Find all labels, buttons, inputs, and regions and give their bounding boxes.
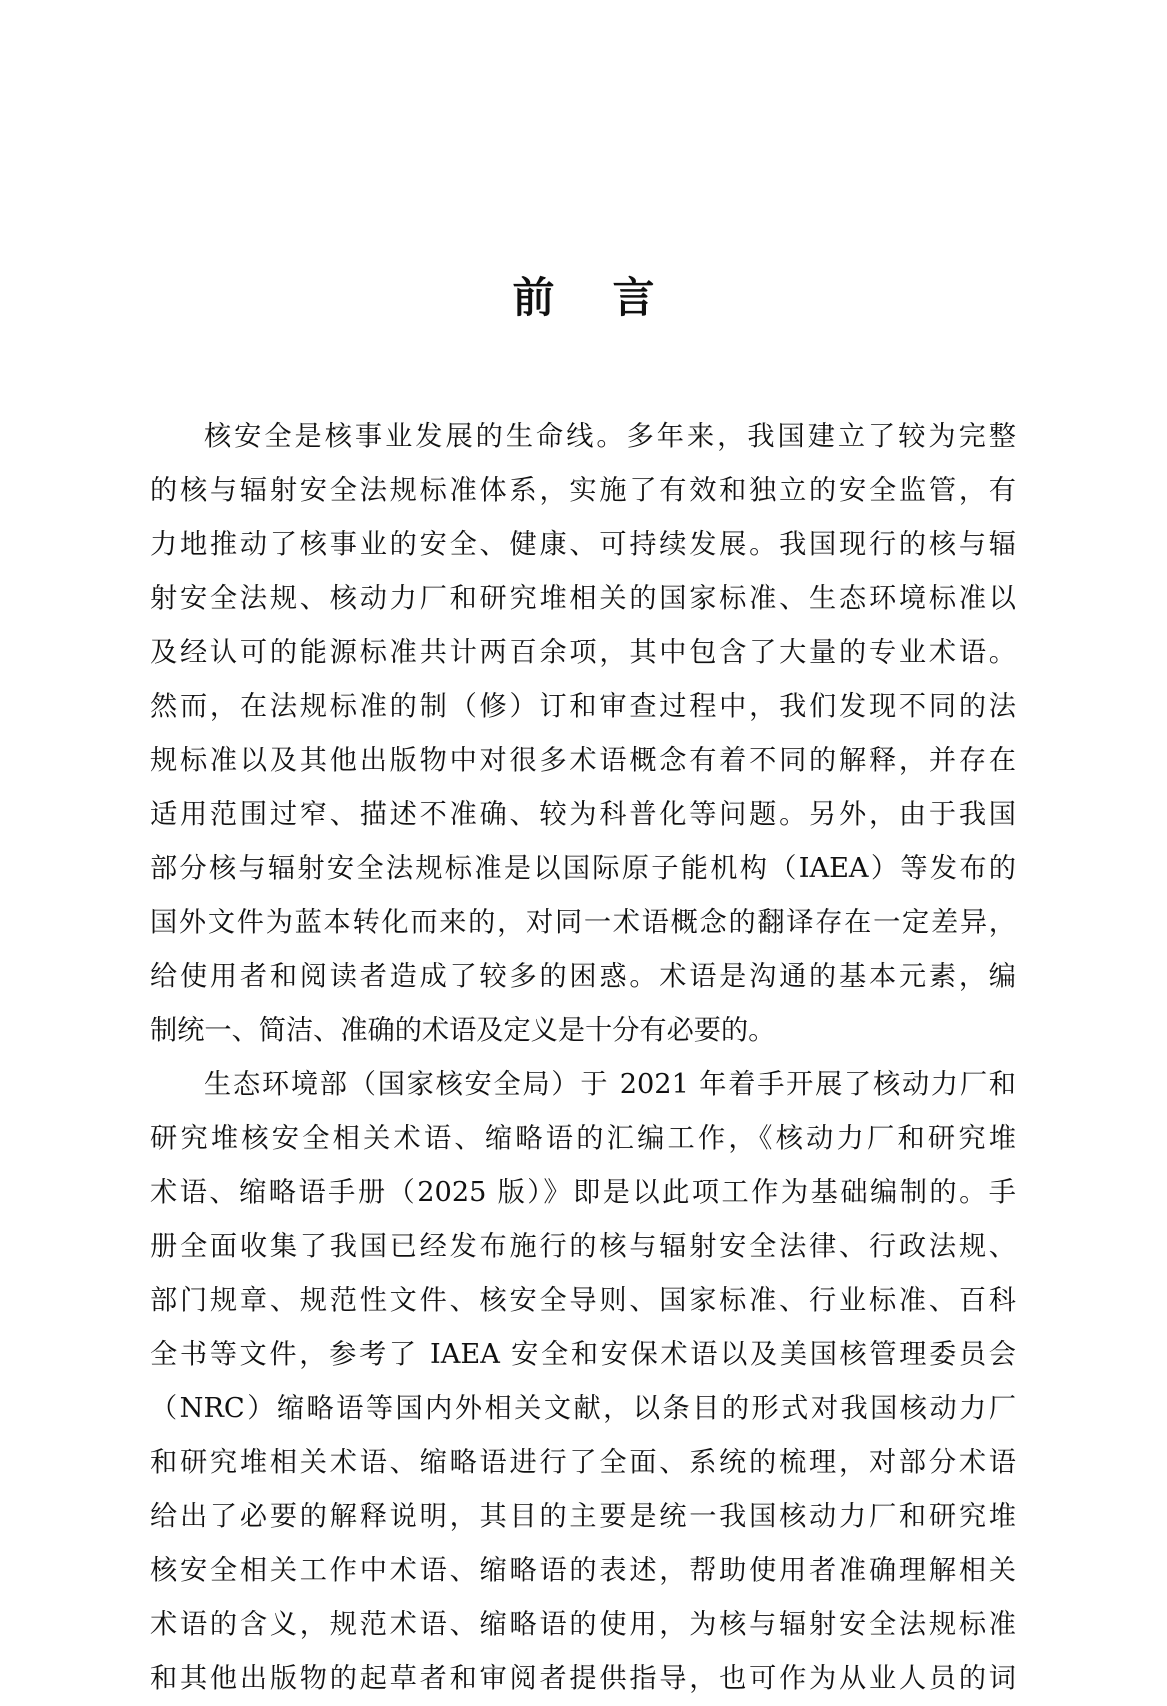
text-line: 和研究堆相关术语、缩略语进行了全面、系统的梳理，对部分术语 xyxy=(150,1447,1016,1478)
text-line: （NRC）缩略语等国内外相关文献，以条目的形式对我国核动力厂 xyxy=(150,1393,1016,1424)
text-line: 射安全法规、核动力厂和研究堆相关的国家标准、生态环境标准以 xyxy=(150,583,1016,614)
text-line: 国外文件为蓝本转化而来的，对同一术语概念的翻译存在一定差异， xyxy=(150,907,1016,938)
text-line: 核安全相关工作中术语、缩略语的表述，帮助使用者准确理解相关 xyxy=(150,1555,1016,1586)
text-line: 给使用者和阅读者造成了较多的困惑。术语是沟通的基本元素，编 xyxy=(150,961,1016,992)
text-line: 部门规章、规范性文件、核安全导则、国家标准、行业标准、百科 xyxy=(150,1285,1016,1316)
text-line: 适用范围过窄、描述不准确、较为科普化等问题。另外，由于我国 xyxy=(150,799,1016,830)
text-line: 生态环境部（国家核安全局）于 2021 年着手开展了核动力厂和 xyxy=(204,1069,1016,1100)
page-title xyxy=(0,268,1167,328)
text-line: 及经认可的能源标准共计两百余项，其中包含了大量的专业术语。 xyxy=(150,637,1016,668)
text-line: 和其他出版物的起草者和审阅者提供指导，也可作为从业人员的词 xyxy=(150,1663,1016,1694)
text-line: 部分核与辐射安全法规标准是以国际原子能机构（IAEA）等发布的 xyxy=(150,853,1016,884)
text-line: 的核与辐射安全法规标准体系，实施了有效和独立的安全监管，有 xyxy=(150,475,1016,506)
text-line: 册全面收集了我国已经发布施行的核与辐射安全法律、行政法规、 xyxy=(150,1231,1016,1262)
text-line: 然而，在法规标准的制（修）订和审查过程中，我们发现不同的法 xyxy=(150,691,1016,722)
text-line: 全书等文件，参考了 IAEA 安全和安保术语以及美国核管理委员会 xyxy=(150,1339,1016,1370)
preface-body xyxy=(150,410,1016,1706)
text-line: 术语的含义，规范术语、缩略语的使用，为核与辐射安全法规标准 xyxy=(150,1609,1016,1640)
text-line: 制统一、简洁、准确的术语及定义是十分有必要的。 xyxy=(150,1015,776,1046)
text-line: 术语、缩略语手册（2025 版）》即是以此项工作为基础编制的。手 xyxy=(150,1177,1016,1208)
text-line: 给出了必要的解释说明，其目的主要是统一我国核动力厂和研究堆 xyxy=(150,1501,1016,1532)
title-char-2: 言 xyxy=(612,273,655,322)
title-char-1: 前 xyxy=(512,273,555,322)
text-line: 核安全是核事业发展的生命线。多年来，我国建立了较为完整 xyxy=(204,421,1016,452)
text-line: 力地推动了核事业的安全、健康、可持续发展。我国现行的核与辐 xyxy=(150,529,1016,560)
text-line: 研究堆核安全相关术语、缩略语的汇编工作，《核动力厂和研究堆 xyxy=(150,1123,1016,1154)
text-line: 规标准以及其他出版物中对很多术语概念有着不同的解释，并存在 xyxy=(150,745,1016,776)
